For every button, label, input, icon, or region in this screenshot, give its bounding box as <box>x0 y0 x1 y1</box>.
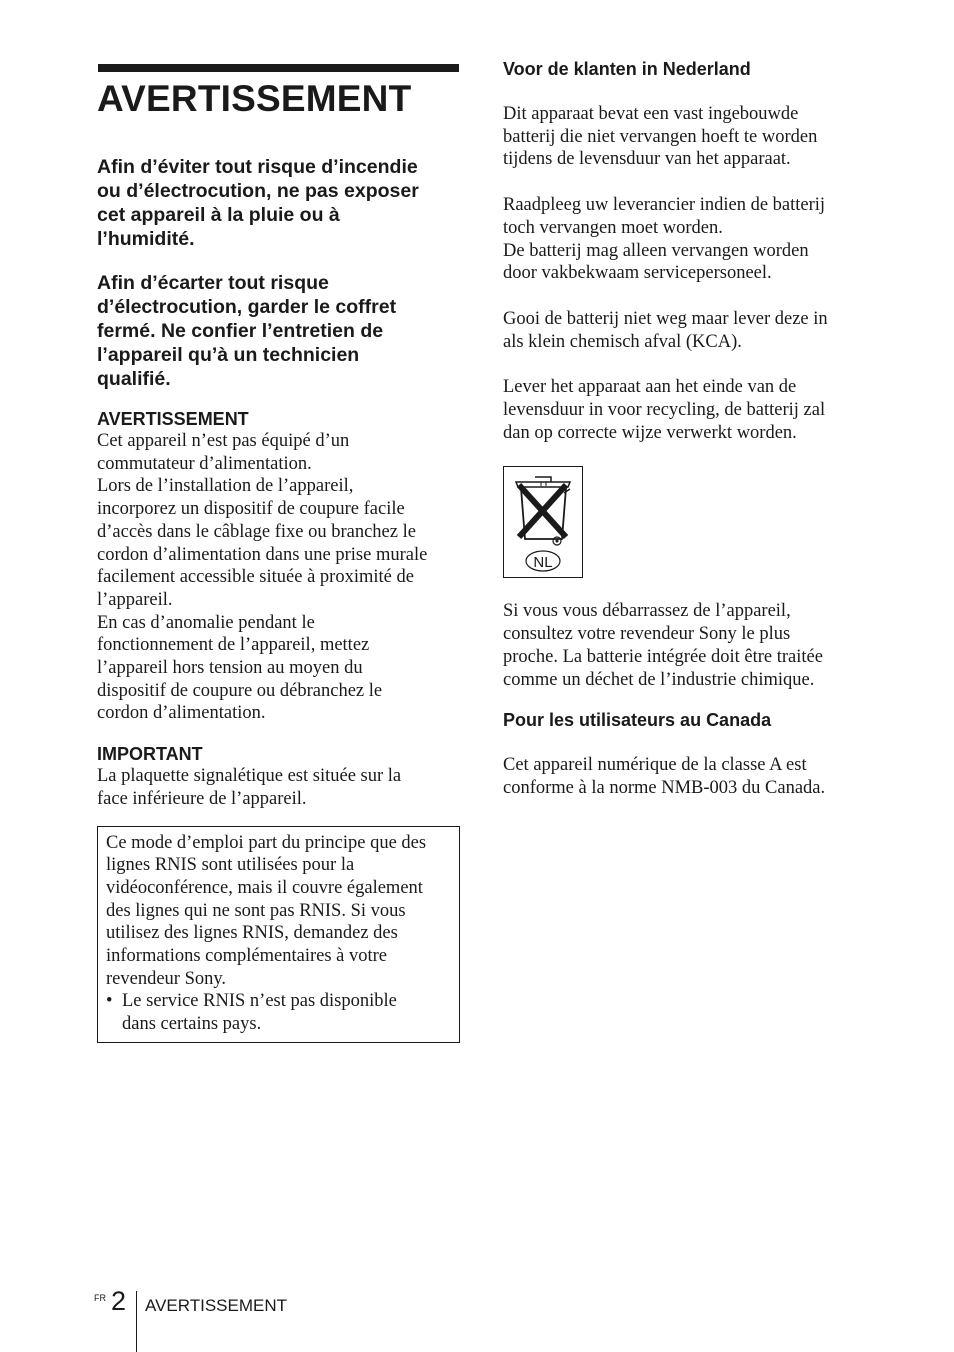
canada-paragraph <box>503 754 873 799</box>
warning-line: l’appareil qu’à un technicien <box>97 344 360 366</box>
text-line: face inférieure de l’appareil. <box>97 788 307 809</box>
text-line: dans certains pays. <box>122 1014 262 1035</box>
text-line: Le service RNIS n’est pas disponible <box>122 991 397 1012</box>
text-line: l’appareil hors tension au moyen du <box>97 658 363 679</box>
warning-line: Afin d’éviter tout risque d’incendie <box>97 156 418 178</box>
avertissement-text <box>97 430 459 725</box>
footer-divider <box>136 1291 137 1352</box>
text-line: Ce mode d’emploi part du principe que des <box>106 832 427 853</box>
text-line: fonctionnement de l’appareil, mettez <box>97 635 370 656</box>
text-line: des lignes qui ne sont pas RNIS. Si vous <box>106 900 406 921</box>
text-line: toch vervangen moet worden. <box>503 217 723 238</box>
text-line: cordon d’alimentation. <box>97 703 266 724</box>
text-line: informations complémentaires à votre <box>106 946 388 967</box>
text-line: Si vous vous débarrassez de l’appareil, <box>503 601 791 622</box>
rnis-notice-box <box>97 826 460 1043</box>
text-line: door vakbekwaam servicepersoneel. <box>503 263 772 284</box>
text-line: batterij die niet vervangen hoeft te worden <box>503 126 818 147</box>
list-item <box>106 990 451 1035</box>
text-line: l’appareil. <box>97 589 173 610</box>
title-rule <box>98 64 459 72</box>
left-column <box>97 64 459 1043</box>
text-line: Raadpleeg uw leverancier indien de batterij <box>503 195 826 216</box>
nl-label: NL <box>533 554 553 572</box>
text-line: d’accès dans le câblage fixe ou branchez le <box>97 521 416 542</box>
text-line: facilement accessible située à proximité de <box>97 567 414 588</box>
text-line: Dit apparaat bevat een vast ingebouwde <box>503 104 799 124</box>
text-line: La plaquette signalétique est située sur la <box>97 766 402 787</box>
warning-line: l’humidité. <box>97 228 195 250</box>
bullet-text <box>122 990 397 1035</box>
text-line: cordon d’alimentation dans une prise murale <box>97 544 428 565</box>
notice-text <box>106 832 451 991</box>
text-line: commutateur d’alimentation. <box>97 453 312 474</box>
text-line: dan op correcte wijze verwerkt worden. <box>503 422 797 443</box>
text-line: De batterij mag alleen vervangen worden <box>503 240 809 261</box>
text-line: revendeur Sony. <box>106 968 227 989</box>
text-line: proche. La batterie intégrée doit être traitée <box>503 646 823 667</box>
right-column <box>503 58 873 800</box>
warning-line: qualifié. <box>97 368 171 390</box>
text-line: Cet appareil n’est pas équipé d’un <box>97 431 350 451</box>
text-line: consultez votre revendeur Sony le plus <box>503 624 791 645</box>
warning-line: ou d’électrocution, ne pas exposer <box>97 180 419 202</box>
text-line: tijdens de levensduur van het apparaat. <box>503 149 791 170</box>
warning-line: fermé. Ne confier l’entretien de <box>97 320 384 342</box>
text-line: incorporez un dispositif de coupure facile <box>97 499 405 520</box>
battery-paragraph <box>503 376 873 444</box>
text-line: conforme à la norme NMB-003 du Canada. <box>503 777 826 798</box>
text-line: En cas d’anomalie pendant le <box>97 612 315 633</box>
battery-paragraph <box>503 194 873 285</box>
warning-line: d’électrocution, garder le coffret <box>97 296 397 318</box>
warning-line: cet appareil à la pluie ou à <box>97 204 340 226</box>
enclosure-warning <box>97 271 459 391</box>
important-heading: IMPORTANT <box>97 744 203 765</box>
text-line: als klein chemisch afval (KCA). <box>503 331 742 352</box>
language-code: FR <box>94 1293 106 1303</box>
crossed-out-wheelie-bin-icon <box>503 466 583 578</box>
text-line: Lever het apparaat aan het einde van de <box>503 377 797 398</box>
text-line: levensduur in voor recycling, de batterij zal <box>503 400 826 421</box>
text-line: Cet appareil numérique de la classe A est <box>503 755 807 776</box>
page-title: AVERTISSEMENT <box>97 78 412 119</box>
text-line: dispositif de coupure ou débranchez le <box>97 680 383 701</box>
text-line: Gooi de batterij niet weg maar lever deze in <box>503 308 828 329</box>
canada-heading: Pour les utilisateurs au Canada <box>503 710 772 731</box>
text-line: lignes RNIS sont utilisées pour la <box>106 855 355 876</box>
text-line: utilisez des lignes RNIS, demandez des <box>106 923 398 944</box>
warning-line: Afin d’écarter tout risque <box>97 272 329 294</box>
page-number: 2 <box>111 1286 127 1316</box>
disposal-paragraph <box>503 600 873 691</box>
important-text <box>97 765 459 810</box>
text-line: Lors de l’installation de l’appareil, <box>97 476 354 497</box>
avertissement-heading: AVERTISSEMENT <box>97 409 249 429</box>
battery-paragraph <box>503 308 873 353</box>
footer-section-label: AVERTISSEMENT <box>145 1296 288 1315</box>
nederland-heading: Voor de klanten in Nederland <box>503 59 751 79</box>
text-line: vidéoconférence, mais il couvre également <box>106 877 423 898</box>
battery-paragraph <box>503 103 873 171</box>
text-line: comme un déchet de l’industrie chimique. <box>503 669 815 690</box>
bullet-icon: • <box>106 991 113 1012</box>
fire-shock-warning <box>97 155 459 251</box>
